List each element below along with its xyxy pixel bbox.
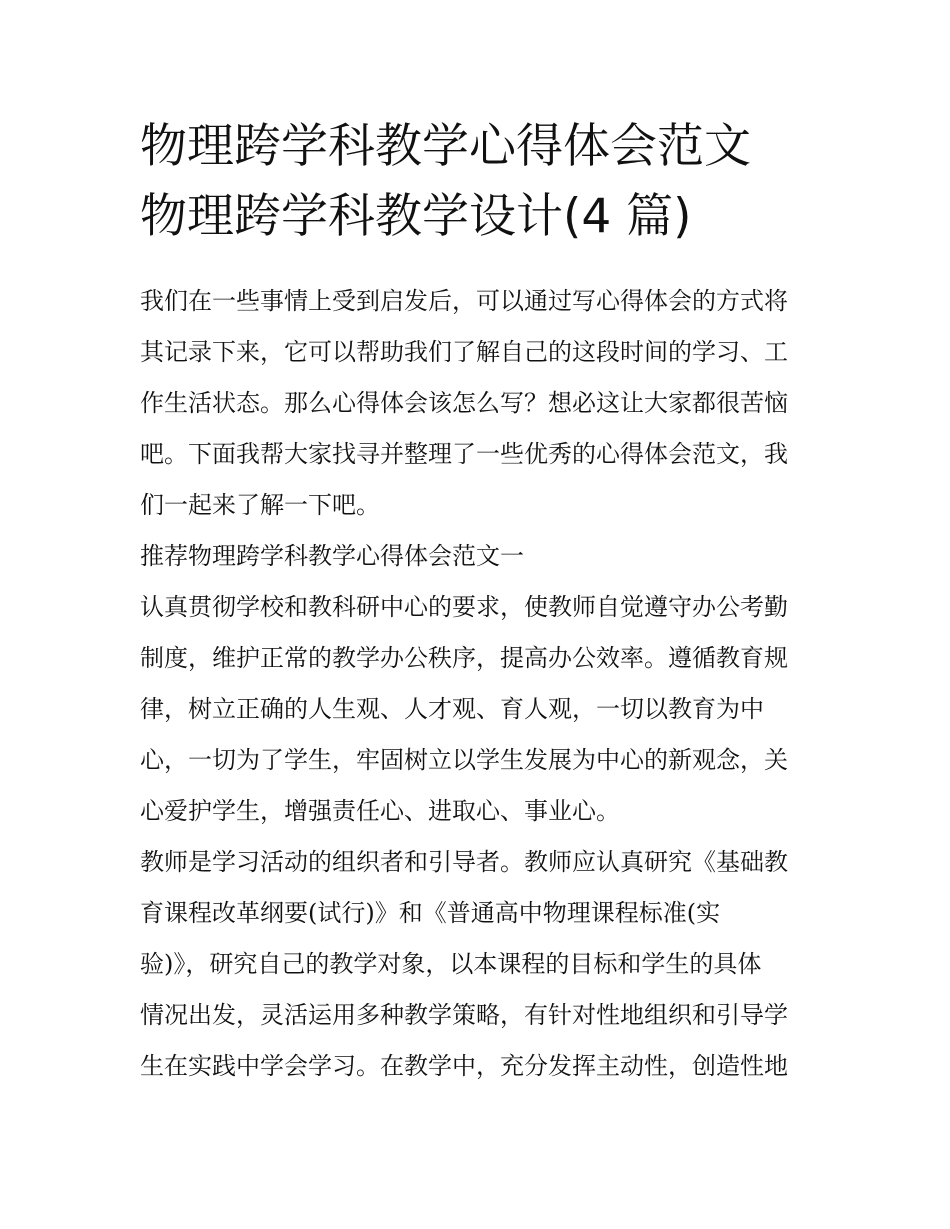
body-line: 我们在一些事情上受到启发后，可以通过写心得体会的方式将 <box>140 287 788 315</box>
body-line: 心，一切为了学生，牢固树立以学生发展为中心的新观念，关 <box>140 746 788 774</box>
body-line: 育课程改革纲要(试行)》和《普通高中物理课程标准(实 <box>140 899 721 927</box>
body-line: 生在实践中学会学习。在教学中，充分发挥主动性，创造性地 <box>140 1052 788 1080</box>
body-line: 制度，维护正常的教学办公秩序，提高办公效率。遵循教育规 <box>140 644 788 672</box>
body-line: 其记录下来，它可以帮助我们了解自己的这段时间的学习、工 <box>140 338 788 366</box>
body-line: 情况出发，灵活运用多种教学策略，有针对性地组织和引导学 <box>140 1001 788 1029</box>
title-line-2: 物理跨学科教学设计(4 篇) <box>140 189 692 244</box>
body-line: 教师是学习活动的组织者和引导者。教师应认真研究《基础教 <box>140 848 788 876</box>
body-line: 作生活状态。那么心得体会该怎么写？想必这让大家都很苦恼 <box>140 389 788 417</box>
body-line: 们一起来了解一下吧。 <box>140 491 380 519</box>
section-heading: 推荐物理跨学科教学心得体会范文一 <box>140 542 524 570</box>
body-line: 心爱护学生，增强责任心、进取心、事业心。 <box>140 797 620 825</box>
document-title <box>140 112 820 252</box>
document-body <box>140 276 820 1092</box>
body-line: 吧。下面我帮大家找寻并整理了一些优秀的心得体会范文，我 <box>140 440 788 468</box>
body-line: 认真贯彻学校和教科研中心的要求，使教师自觉遵守办公考勤 <box>140 593 788 621</box>
body-line: 验)》，研究自己的教学对象，以本课程的目标和学生的具体 <box>140 950 762 978</box>
title-line-1: 物理跨学科教学心得体会范文 <box>140 119 751 174</box>
body-line: 律，树立正确的人生观、人才观、育人观，一切以教育为中 <box>140 695 764 723</box>
